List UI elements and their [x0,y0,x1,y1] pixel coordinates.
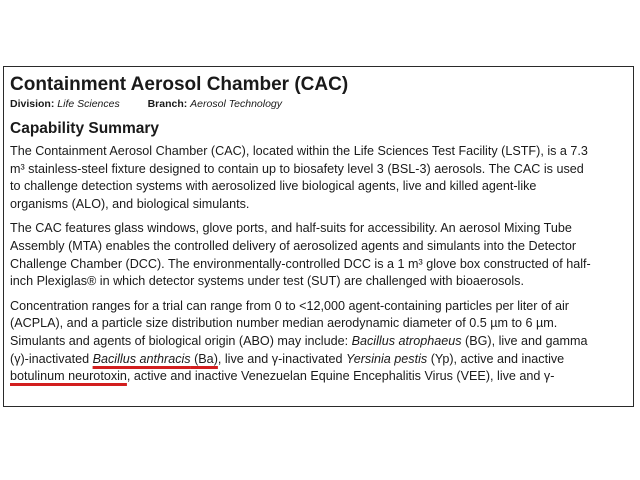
paragraph-line: inch Plexiglas® in which detector systems under test (SUT) are challenged with bioaerosols. [10,274,524,289]
paragraph-line: organisms (ALO), and biological simulants. [10,196,250,211]
paragraph-line: (ACPLA), and a particle size distribution number median aerodynamic diameter of 0.5 µm to 6 µm. [10,316,558,331]
text-run: (Yp), active and inactive [427,351,565,366]
species-name: Yersinia pestis [346,351,428,366]
branch-value: Aerosol Technology [190,98,283,110]
paragraph-1 [10,143,625,213]
text-run: , active and inactive Venezuelan Equine Encephalitis Virus (VEE), live and γ- [126,369,555,384]
text-run: , live and γ-inactivated [217,351,346,366]
document-page [3,66,634,407]
paragraph-line: Concentration ranges for a trial can range from 0 to <12,000 agent-containing particles per liter of air [10,298,569,313]
branch-label: Branch: [147,98,188,110]
paragraph-line: Assembly (MTA) enables the controlled delivery of aerosolized agents and simulants into the Detector [10,238,577,253]
text-run: Simulants and agents of biological origin (ABO) may include: [10,333,352,348]
red-underline-highlight [93,352,218,366]
species-name: Bacillus atrophaeus [351,333,462,348]
text-run: (γ)-inactivated [10,351,93,366]
document-meta [10,97,625,111]
paragraph-line: The CAC features glass windows, glove ports, and half-suits for accessibility. An aerosol Mixing Tube [10,221,572,236]
document-title: Containment Aerosol Chamber (CAC) [10,74,349,95]
paragraph-line [10,333,625,351]
division-label: Division: [10,98,55,110]
section-heading: Capability Summary [10,120,160,137]
paragraph-3 [10,298,625,386]
division-value: Life Sciences [57,98,120,110]
paragraph-line: The Containment Aerosol Chamber (CAC), located within the Life Sciences Test Facility (LSTF), is a 7.3 [10,144,588,158]
red-underline-highlight: botulinum neurotoxin [10,369,127,384]
text-run: (Ba) [190,351,218,366]
species-name: Bacillus anthracis [92,351,191,366]
paragraph-line [10,351,625,369]
paragraph-line [10,368,625,386]
paragraph-line: to challenge detection systems with aerosolized live biological agents, live and killed agent-like [10,179,537,194]
paragraph-2 [10,220,625,290]
text-run: (BG), live and gamma [461,333,588,348]
paragraph-line: Challenge Chamber (DCC). The environmentally-controlled DCC is a 1 m³ glove box constructed of half- [10,256,591,271]
paragraph-line: m³ stainless-steel fixture designed to contain up to biosafety level 3 (BSL-3) aerosols. The CAC is used [10,161,584,176]
